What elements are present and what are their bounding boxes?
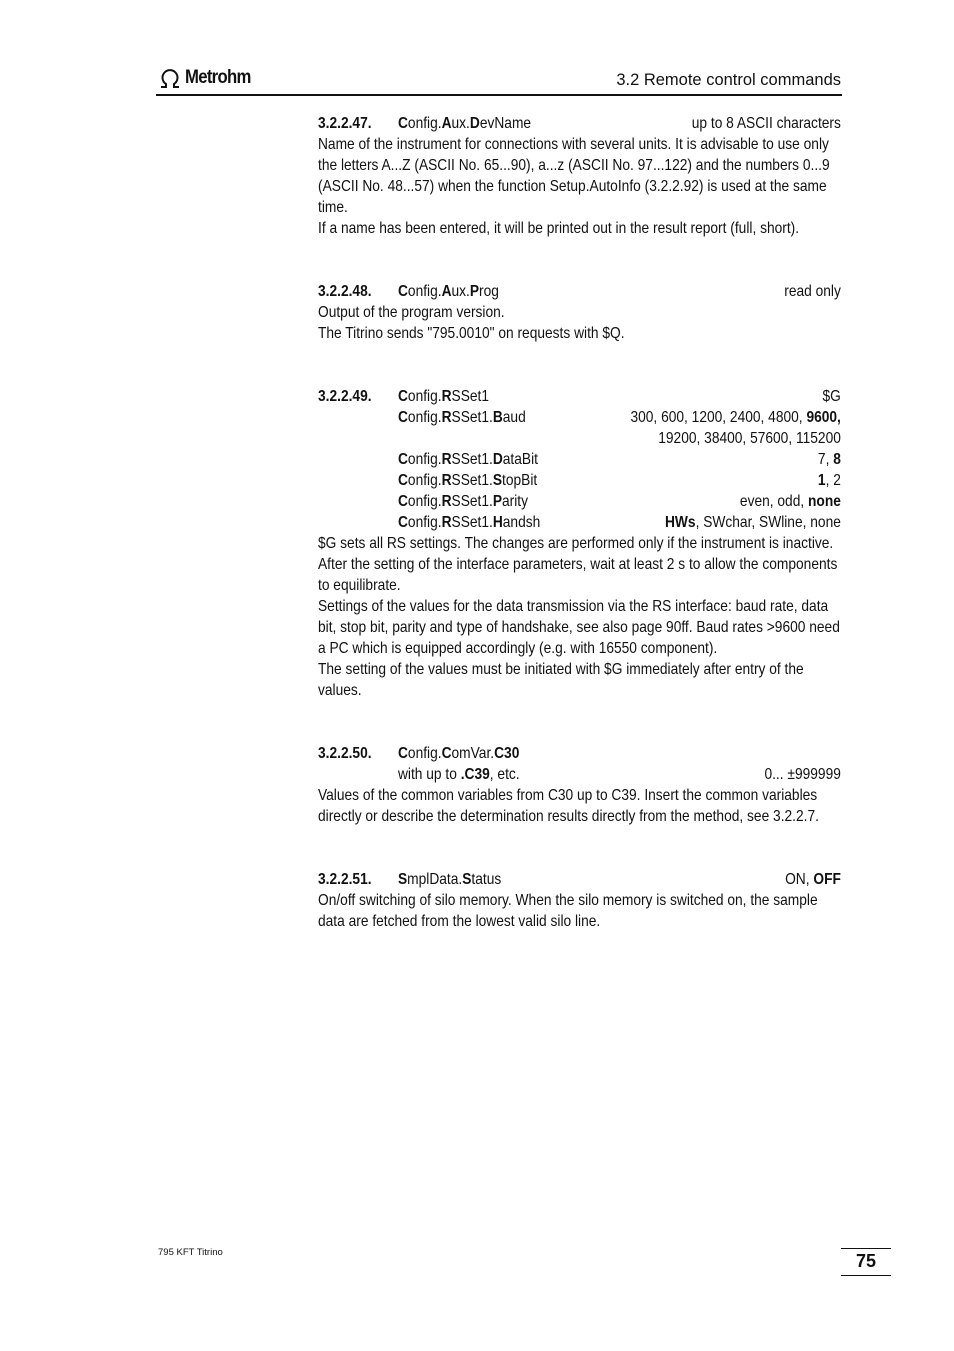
page-number-bottom-rule: [841, 1275, 891, 1276]
command-text: S: [492, 472, 503, 489]
subcommand-name: [398, 407, 526, 428]
description-paragraph: Name of the instrument for connections with several units. It is advisable to use only the letters A...Z (ASCII No. 65...90), a...z (ASCII No. 97...122) and the numbers 0...9 (ASCII No. 48...57) when the function Setup.AutoInfo (3.2.2.92) is used at the same time.: [318, 136, 830, 216]
value-text: , 2: [825, 472, 841, 489]
header-divider: [156, 94, 842, 96]
command-section: [318, 869, 841, 932]
command-text: SSet1: [451, 388, 490, 405]
section-gap: [318, 827, 841, 869]
command-subrow: [318, 491, 841, 512]
section-number: 3.2.2.50.: [318, 745, 372, 762]
description-paragraph: Values of the common variables from C30 up to C39. Insert the common variables directly or describe the determination results directly from the method, see 3.2.2.7.: [318, 787, 819, 825]
subcommand-name: [398, 764, 520, 785]
command-text: C: [397, 409, 408, 426]
command-value: [785, 869, 841, 890]
command-text: P: [469, 283, 480, 300]
description-paragraph: If a name has been entered, it will be printed out in the result report (full, short).: [318, 220, 800, 237]
command-text: with up to: [397, 766, 461, 783]
subcommand-value-continued: 19200, 38400, 57600, 115200: [658, 430, 841, 447]
command-name: [318, 386, 489, 407]
command-subrow-continued: [318, 428, 841, 449]
command-text: tatus: [471, 871, 502, 888]
section-number: 3.2.2.48.: [318, 283, 372, 300]
command-text: ux.: [451, 283, 470, 300]
command-text: C: [397, 514, 408, 531]
command-text: B: [492, 409, 503, 426]
subcommand-value: [630, 407, 840, 428]
command-name: [318, 869, 501, 890]
section-number: 3.2.2.51.: [318, 871, 372, 888]
command-text: SSet1.: [451, 451, 493, 468]
value-text: even, odd,: [739, 493, 809, 510]
section-number: 3.2.2.47.: [318, 115, 372, 132]
command-text: C: [397, 388, 408, 405]
command-name: [318, 743, 519, 764]
command-section: [318, 281, 841, 344]
description-paragraph: The setting of the values must be initiated with $G immediately after entry of the values.: [318, 661, 804, 699]
command-text: ux.: [451, 115, 470, 132]
command-subrow: [318, 470, 841, 491]
command-text: C: [397, 115, 408, 132]
command-text: R: [441, 388, 452, 405]
subcommand-name: [398, 449, 538, 470]
command-section: [318, 743, 841, 827]
command-text: D: [469, 115, 480, 132]
command-text: C: [397, 283, 408, 300]
value-text: HWs: [664, 514, 696, 531]
section-gap: [318, 239, 841, 281]
subcommand-value: [818, 470, 841, 491]
command-name: [318, 281, 499, 302]
brand-logo: [158, 66, 260, 90]
command-name: [318, 113, 531, 134]
command-header-row: [318, 869, 841, 890]
command-text: omVar.: [451, 745, 495, 762]
command-text: A: [441, 115, 452, 132]
command-text: C30: [494, 745, 520, 762]
subcommand-name: [398, 470, 537, 491]
value-text: 9600,: [806, 409, 841, 426]
subcommand-value: [740, 491, 841, 512]
value-text: 7,: [817, 451, 834, 468]
command-text: P: [492, 493, 503, 510]
section-number: 3.2.2.49.: [318, 388, 372, 405]
command-text: ataBit: [502, 451, 538, 468]
command-subrow: [318, 512, 841, 533]
value-text: 0... ±999999: [764, 766, 841, 783]
command-text: onfig.: [407, 451, 442, 468]
command-text: andsh: [502, 514, 541, 531]
command-text: onfig.: [407, 388, 442, 405]
command-text: R: [441, 472, 452, 489]
description-paragraph: Output of the program version.: [318, 304, 505, 321]
command-text: .C39: [460, 766, 490, 783]
main-content: [318, 113, 841, 932]
subcommand-value: [665, 512, 841, 533]
value-text: 8: [833, 451, 841, 468]
command-subrow: [318, 449, 841, 470]
command-text: S: [397, 871, 408, 888]
footer-doc-title: 795 KFT Titrino: [158, 1247, 223, 1258]
command-value: [823, 386, 841, 407]
description-paragraph: The Titrino sends "795.0010" on requests with $Q.: [318, 325, 625, 342]
command-text: mplData.: [407, 871, 463, 888]
command-text: D: [492, 451, 503, 468]
value-text: 1: [817, 472, 826, 489]
command-value: [692, 113, 841, 134]
command-text: SSet1.: [451, 514, 493, 531]
section-header-title: 3.2 Remote control commands: [616, 71, 841, 89]
command-text: evName: [479, 115, 532, 132]
brand-name: Metrohm: [185, 67, 251, 88]
subcommand-name: [398, 512, 540, 533]
command-text: A: [441, 283, 452, 300]
page-number-top-rule: [841, 1248, 891, 1249]
subcommand-value: [818, 449, 841, 470]
command-text: S: [462, 871, 472, 888]
description-paragraph: $G sets all RS settings. The changes are performed only if the instrument is inactive. After the setting of the interface parameters, wait at least 2 s to allow the components to equilibrate.: [318, 535, 838, 594]
value-text: $G: [822, 388, 841, 405]
command-text: onfig.: [407, 115, 442, 132]
command-text: R: [441, 451, 452, 468]
command-text: rog: [479, 283, 499, 300]
command-subrow: [318, 407, 841, 428]
command-text: aud: [502, 409, 526, 426]
command-text: R: [441, 409, 452, 426]
omega-logo-icon: [158, 67, 182, 89]
command-header-row: [318, 386, 841, 407]
command-text: SSet1.: [451, 409, 493, 426]
value-text: ON,: [785, 871, 814, 888]
subcommand-name: [398, 491, 528, 512]
command-text: onfig.: [407, 514, 442, 531]
value-text: OFF: [813, 871, 841, 888]
description-paragraph: On/off switching of silo memory. When the silo memory is switched on, the sample data are fetched from the lowest valid silo line.: [318, 892, 818, 930]
value-text: up to 8 ASCII characters: [691, 115, 841, 132]
section-gap: [318, 701, 841, 743]
command-text: onfig.: [407, 493, 442, 510]
command-text: C: [397, 472, 408, 489]
page-number: 75: [855, 1251, 877, 1271]
command-text: , etc.: [489, 766, 520, 783]
command-header-row: [318, 281, 841, 302]
section-gap: [318, 344, 841, 386]
command-text: onfig.: [407, 472, 442, 489]
command-section: [318, 386, 841, 701]
command-text: SSet1.: [451, 493, 493, 510]
value-text: , SWchar, SWline, none: [695, 514, 841, 531]
command-text: C: [397, 451, 408, 468]
command-text: arity: [502, 493, 529, 510]
command-text: H: [492, 514, 503, 531]
command-text: onfig.: [407, 283, 442, 300]
command-text: SSet1.: [451, 472, 493, 489]
description-paragraph: Settings of the values for the data transmission via the RS interface: baud rate, data bit, stop bit, parity and type of handshake, see also page 90ff. Baud rates >9600 need a PC which is equipped accordingly (e.g. with 16550 component).: [318, 598, 840, 657]
command-text: C: [397, 745, 408, 762]
value-text: read only: [784, 283, 841, 300]
value-text: 300, 600, 1200, 2400, 4800,: [630, 409, 807, 426]
command-text: R: [441, 514, 452, 531]
command-text: C: [441, 745, 452, 762]
subcommand-value: [764, 764, 840, 785]
command-text: R: [441, 493, 452, 510]
command-text: onfig.: [407, 409, 442, 426]
command-text: onfig.: [407, 745, 442, 762]
command-value: [784, 281, 841, 302]
command-subrow: [318, 764, 841, 785]
command-header-row: [318, 113, 841, 134]
command-header-row: [318, 743, 841, 764]
command-text: C: [397, 493, 408, 510]
command-text: topBit: [502, 472, 538, 489]
command-section: [318, 113, 841, 239]
value-text: none: [808, 493, 841, 510]
